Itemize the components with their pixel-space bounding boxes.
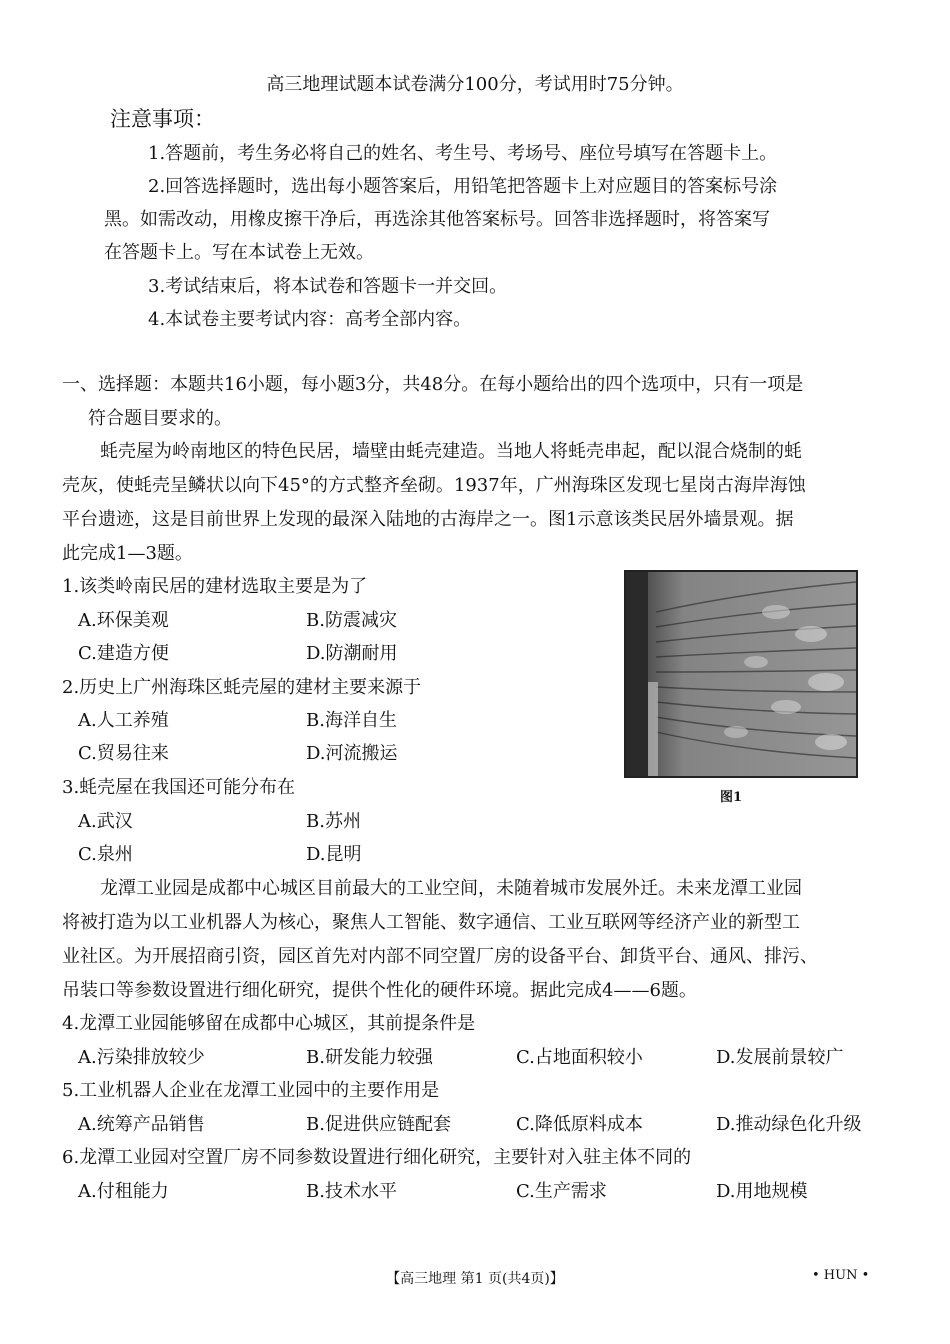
passage1-line: 蚝壳屋为岭南地区的特色民居，墙壁由蚝壳建造。当地人将蚝壳串起，配以混合烧制的蚝 (100, 441, 802, 462)
question-stem: 5.工业机器人企业在龙潭工业园中的主要作用是 (62, 1080, 440, 1101)
option-b: B.防震减灾 (306, 610, 397, 631)
option-a: A.环保美观 (78, 610, 169, 631)
option-c: C.占地面积较小 (516, 1047, 643, 1068)
region-code: • HUN • (812, 1268, 870, 1283)
option-a: A.统筹产品销售 (78, 1114, 205, 1135)
section-heading-cont: 符合题目要求的。 (88, 408, 232, 429)
option-a: A.污染排放较少 (78, 1047, 205, 1068)
section-heading: 一、选择题：本题共16小题，每小题3分，共48分。在每小题给出的四个选项中，只有一项是 (62, 374, 804, 395)
passage1-line: 此完成1—3题。 (62, 543, 193, 564)
notice-item: 1.答题前，考生务必将自己的姓名、考生号、考场号、座位号填写在答题卡上。 (148, 143, 778, 164)
option-b: B.海洋自生 (306, 710, 397, 731)
option-c: C.贸易往来 (78, 743, 169, 764)
notice-item: 2.回答选择题时，选出每小题答案后，用铅笔把答题卡上对应题目的答案标号涂 (148, 176, 778, 197)
passage2-line: 龙潭工业园是成都中心城区目前最大的工业空间，未随着城市发展外迁。未来龙潭工业园 (100, 878, 802, 899)
figure-caption: 图1 (720, 790, 743, 805)
option-c: C.建造方便 (78, 643, 169, 664)
passage2-line: 吊装口等参数设置进行细化研究，提供个性化的硬件环境。据此完成4——6题。 (62, 980, 697, 1001)
passage1-line: 平台遗迹，这是目前世界上发现的最深入陆地的古海岸之一。图1示意该类民居外墙景观。据 (62, 509, 794, 530)
passage1-line: 壳灰，使蚝壳呈鳞状以向下45°的方式整齐垒砌。1937年，广州海珠区发现七星岗古海岸海蚀 (62, 475, 806, 496)
option-c: C.生产需求 (516, 1181, 607, 1202)
oyster-wall-photo (624, 570, 858, 778)
option-d: D.河流搬运 (306, 743, 398, 764)
option-a: A.武汉 (78, 811, 133, 832)
notice-item: 黑。如需改动，用橡皮擦干净后，再选涂其他答案标号。回答非选择题时，将答案写 (104, 209, 770, 230)
question-stem: 6.龙潭工业园对空置厂房不同参数设置进行细化研究，主要针对入驻主体不同的 (62, 1147, 692, 1168)
exam-header: 高三地理试题本试卷满分100分，考试用时75分钟。 (266, 74, 684, 95)
question-stem: 4.龙潭工业园能够留在成都中心城区，其前提条件是 (62, 1013, 476, 1034)
question-stem: 1.该类岭南民居的建材选取主要是为了 (62, 576, 368, 597)
page-footer: 【高三地理 第1 页(共4页)】 (386, 1271, 564, 1287)
option-b: B.技术水平 (306, 1181, 397, 1202)
option-a: A.付租能力 (78, 1181, 169, 1202)
option-a: A.人工养殖 (78, 710, 169, 731)
notice-item: 4.本试卷主要考试内容：高考全部内容。 (148, 309, 472, 330)
option-c: C.降低原料成本 (516, 1114, 643, 1135)
question-stem: 3.蚝壳屋在我国还可能分布在 (62, 777, 296, 798)
passage2-line: 将被打造为以工业机器人为核心，聚焦人工智能、数字通信、工业互联网等经济产业的新型工 (62, 912, 800, 933)
notice-item: 在答题卡上。写在本试卷上无效。 (104, 242, 374, 263)
option-d: D.推动绿色化升级 (716, 1114, 862, 1135)
option-c: C.泉州 (78, 844, 133, 865)
passage2-line: 业社区。为开展招商引资，园区首先对内部不同空置厂房的设备平台、卸货平台、通风、排污、 (62, 946, 818, 967)
option-b: B.研发能力较强 (306, 1047, 433, 1068)
option-b: B.促进供应链配套 (306, 1114, 451, 1135)
question-stem: 2.历史上广州海珠区蚝壳屋的建材主要来源于 (62, 677, 422, 698)
option-d: D.用地规模 (716, 1181, 808, 1202)
option-b: B.苏州 (306, 811, 361, 832)
notice-title: 注意事项： (110, 107, 215, 131)
option-d: D.防潮耐用 (306, 643, 398, 664)
option-d: D.发展前景较广 (716, 1047, 844, 1068)
notice-item: 3.考试结束后，将本试卷和答题卡一并交回。 (148, 276, 508, 297)
option-d: D.昆明 (306, 844, 362, 865)
